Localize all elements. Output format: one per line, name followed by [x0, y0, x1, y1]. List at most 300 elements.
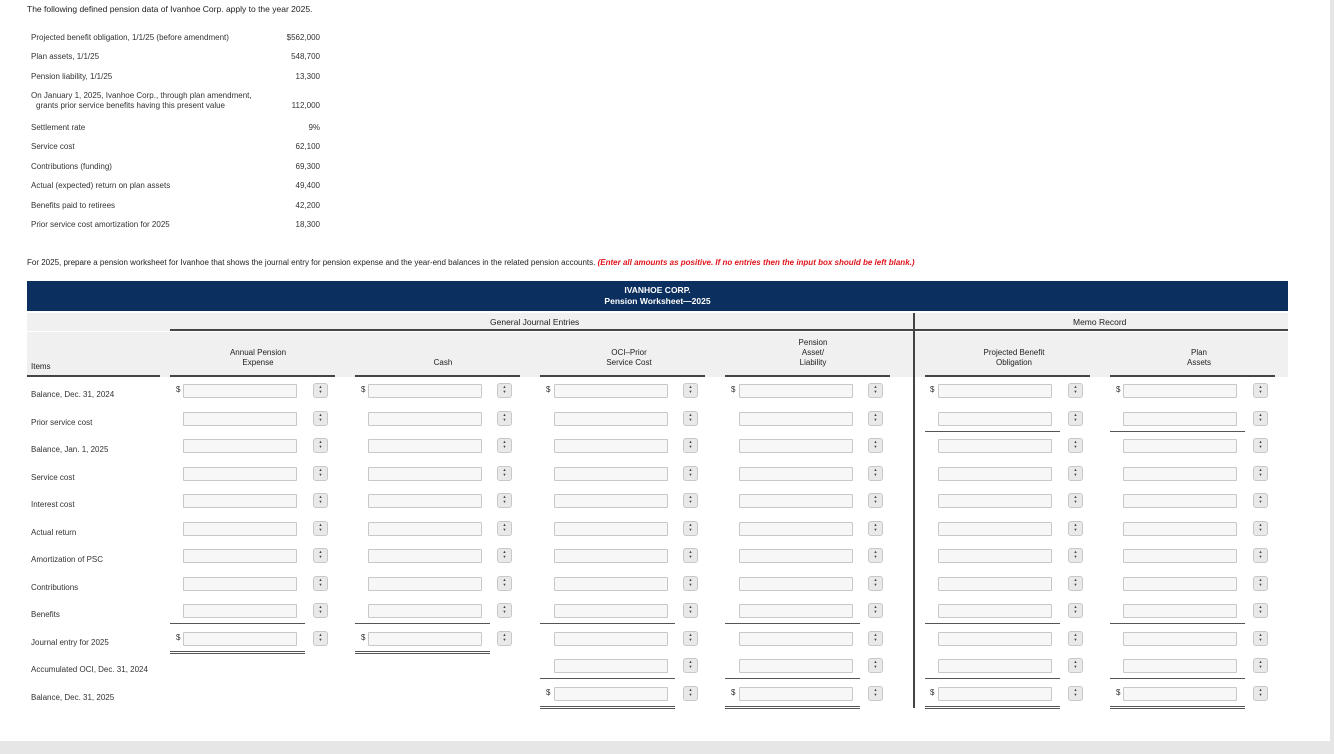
debit-credit-select[interactable]	[1253, 548, 1268, 563]
debit-credit-select[interactable]	[1253, 631, 1268, 646]
amount-input[interactable]	[938, 412, 1052, 426]
spinner-icon: ▲▼	[688, 631, 693, 642]
amount-input[interactable]	[1123, 439, 1237, 453]
amount-input[interactable]	[554, 384, 668, 398]
debit-credit-select[interactable]	[497, 383, 512, 398]
subtotal-underline	[1110, 431, 1245, 432]
spinner-icon: ▲▼	[688, 686, 693, 697]
column-header-line: OCI–Prior	[611, 348, 647, 357]
debit-credit-select[interactable]	[683, 493, 698, 508]
intro-text: The following defined pension data of Ivanhoe Corp. apply to the year 2025.	[27, 4, 313, 14]
amount-input[interactable]	[739, 467, 853, 481]
debit-credit-select[interactable]	[868, 383, 883, 398]
given-value: 62,100	[295, 142, 320, 151]
row-label: Contributions	[31, 582, 79, 592]
amount-input[interactable]	[739, 687, 853, 701]
amount-input[interactable]	[368, 494, 482, 508]
given-value: 42,200	[295, 201, 320, 210]
debit-credit-select[interactable]	[1253, 658, 1268, 673]
amount-input[interactable]	[554, 522, 668, 536]
amount-input[interactable]	[183, 439, 297, 453]
bottom-border	[0, 741, 1334, 754]
spinner-icon: ▲▼	[688, 494, 693, 504]
spinner-icon: ▲▼	[873, 494, 878, 504]
amount-input[interactable]	[554, 659, 668, 673]
debit-credit-select[interactable]	[497, 603, 512, 618]
currency-symbol: $	[731, 385, 736, 394]
debit-credit-select[interactable]	[683, 603, 698, 618]
given-label-text: Prior service cost amortization for 2025	[31, 220, 170, 229]
debit-credit-select[interactable]	[683, 466, 698, 481]
subtotal-underline	[925, 431, 1060, 432]
instructions-text: For 2025, prepare a pension worksheet for Ivanhoe that shows the journal entry for pension expense and the year-end balances in the related pension accounts.	[27, 258, 596, 267]
debit-credit-select[interactable]	[683, 658, 698, 673]
total-double-underline	[725, 706, 860, 709]
spinner-icon: ▲▼	[502, 494, 507, 504]
row-label: Amortization of PSC	[31, 555, 104, 564]
amount-input[interactable]	[183, 632, 297, 646]
subtotal-underline	[540, 623, 675, 624]
debit-credit-select[interactable]	[313, 521, 328, 536]
spinner-icon: ▲▼	[502, 631, 507, 642]
debit-credit-select[interactable]	[1068, 411, 1083, 426]
debit-credit-select[interactable]	[683, 686, 698, 701]
amount-input[interactable]	[739, 632, 853, 646]
amount-input[interactable]	[739, 439, 853, 453]
given-label-text: Contributions (funding)	[31, 162, 112, 171]
amount-input[interactable]	[739, 494, 853, 508]
debit-credit-select[interactable]	[1068, 493, 1083, 508]
spinner-icon: ▲▼	[1258, 466, 1263, 477]
debit-credit-select[interactable]	[1253, 411, 1268, 426]
row-label: Prior service cost	[31, 417, 93, 427]
amount-input[interactable]	[554, 549, 668, 563]
spinner-icon: ▲▼	[688, 604, 693, 614]
debit-credit-select[interactable]	[497, 521, 512, 536]
debit-credit-select[interactable]	[313, 548, 328, 563]
spinner-icon: ▲▼	[318, 521, 323, 532]
amount-input[interactable]	[183, 549, 297, 563]
row-label: Actual return	[31, 527, 77, 537]
spinner-icon: ▲▼	[318, 631, 323, 642]
spinner-icon: ▲▼	[688, 384, 693, 394]
amount-input[interactable]	[938, 577, 1052, 591]
debit-credit-select[interactable]	[313, 576, 328, 591]
given-label	[31, 72, 112, 82]
debit-credit-select[interactable]	[313, 466, 328, 481]
amount-input[interactable]	[938, 604, 1052, 618]
debit-credit-select[interactable]	[1068, 466, 1083, 481]
spinner-icon: ▲▼	[873, 439, 878, 449]
spinner-icon: ▲▼	[502, 576, 507, 587]
spinner-icon: ▲▼	[873, 604, 878, 614]
debit-credit-select[interactable]	[497, 411, 512, 426]
amount-input[interactable]	[368, 577, 482, 591]
amount-input[interactable]	[554, 577, 668, 591]
amount-input[interactable]	[739, 577, 853, 591]
spinner-icon: ▲▼	[688, 521, 693, 532]
column-header-line: Cash	[433, 358, 453, 367]
spinner-icon: ▲▼	[1258, 549, 1263, 559]
column-header-underline	[540, 375, 705, 377]
debit-credit-select[interactable]	[683, 383, 698, 398]
instructions-emphasis: (Enter all amounts as positive. If no entries then the input box should be left blank.)	[597, 258, 915, 267]
subtotal-underline	[1110, 623, 1245, 624]
debit-credit-select[interactable]	[313, 603, 328, 618]
debit-credit-select[interactable]	[868, 411, 883, 426]
given-label-text: Settlement rate	[31, 123, 86, 132]
spinner-icon: ▲▼	[688, 411, 693, 422]
column-header-line: Pension	[798, 338, 828, 347]
debit-credit-select[interactable]	[313, 411, 328, 426]
company-name: IVANHOE CORP.	[624, 285, 691, 295]
total-double-underline	[170, 651, 305, 654]
column-header-line: Asset/	[801, 348, 825, 357]
subtotal-underline	[925, 678, 1060, 679]
spinner-icon: ▲▼	[1258, 686, 1263, 697]
spinner-icon: ▲▼	[1073, 576, 1078, 587]
debit-credit-select[interactable]	[497, 576, 512, 591]
worksheet-title: Pension Worksheet—2025	[604, 296, 711, 306]
spinner-icon: ▲▼	[502, 411, 507, 422]
column-header-line: Service Cost	[606, 358, 652, 367]
row-label: Balance, Jan. 1, 2025	[31, 445, 109, 454]
debit-credit-select[interactable]	[868, 658, 883, 673]
column-header-line: Obligation	[995, 358, 1033, 367]
amount-input[interactable]	[183, 494, 297, 508]
column-header-underline	[925, 375, 1090, 377]
total-double-underline	[355, 651, 490, 654]
row-label: Service cost	[31, 472, 75, 482]
spinner-icon: ▲▼	[1258, 384, 1263, 394]
amount-input[interactable]	[1123, 467, 1237, 481]
debit-credit-select[interactable]	[1068, 521, 1083, 536]
column-header-underline	[170, 375, 335, 377]
currency-symbol: $	[176, 385, 181, 394]
debit-credit-select[interactable]	[1253, 466, 1268, 481]
spinner-icon: ▲▼	[1258, 494, 1263, 504]
amount-input[interactable]	[368, 467, 482, 481]
debit-credit-select[interactable]	[868, 493, 883, 508]
amount-input[interactable]	[1123, 384, 1237, 398]
amount-input[interactable]	[1123, 577, 1237, 591]
given-label-text: On January 1, 2025, Ivanhoe Corp., through plan amendment,	[31, 91, 252, 100]
spinner-icon: ▲▼	[502, 549, 507, 559]
subtotal-underline	[725, 623, 860, 624]
given-label	[31, 162, 112, 172]
currency-symbol: $	[361, 632, 366, 642]
amount-input[interactable]	[368, 604, 482, 618]
debit-credit-select[interactable]	[1068, 603, 1083, 618]
debit-credit-select[interactable]	[868, 576, 883, 591]
spinner-icon: ▲▼	[1073, 411, 1078, 422]
given-label-text-line2: grants prior service benefits having this present value	[36, 101, 225, 110]
instructions	[27, 258, 915, 267]
spinner-icon: ▲▼	[1258, 521, 1263, 532]
debit-credit-select[interactable]	[497, 548, 512, 563]
given-label-text: Projected benefit obligation, 1/1/25 (before amendment)	[31, 33, 229, 42]
amount-input[interactable]	[368, 412, 482, 426]
debit-credit-select[interactable]	[868, 438, 883, 453]
debit-credit-select[interactable]	[1253, 686, 1268, 701]
given-value: 18,300	[295, 220, 320, 229]
amount-input[interactable]	[183, 522, 297, 536]
amount-input[interactable]	[183, 604, 297, 618]
spinner-icon: ▲▼	[873, 521, 878, 532]
given-label-text: Pension liability, 1/1/25	[31, 72, 113, 81]
spinner-icon: ▲▼	[1073, 494, 1078, 504]
debit-credit-select[interactable]	[683, 438, 698, 453]
given-label	[31, 91, 252, 111]
worksheet-header	[27, 281, 1288, 311]
amount-input[interactable]	[938, 632, 1052, 646]
amount-input[interactable]	[938, 687, 1052, 701]
given-value: 69,300	[295, 162, 320, 171]
spinner-icon: ▲▼	[502, 521, 507, 532]
debit-credit-select[interactable]	[1253, 383, 1268, 398]
currency-symbol: $	[930, 385, 935, 394]
spinner-icon: ▲▼	[873, 631, 878, 642]
amount-input[interactable]	[183, 384, 297, 398]
spinner-icon: ▲▼	[1258, 411, 1263, 422]
debit-credit-select[interactable]	[1253, 576, 1268, 591]
amount-input[interactable]	[1123, 604, 1237, 618]
debit-credit-select[interactable]	[868, 521, 883, 536]
subtotal-underline	[170, 623, 305, 624]
amount-input[interactable]	[183, 577, 297, 591]
debit-credit-select[interactable]	[868, 686, 883, 701]
amount-input[interactable]	[1123, 522, 1237, 536]
spinner-icon: ▲▼	[318, 466, 323, 477]
column-header-underline	[725, 375, 890, 377]
column-header-line: Annual Pension	[229, 348, 287, 357]
amount-input[interactable]	[1123, 412, 1237, 426]
given-label	[31, 33, 229, 43]
given-label	[31, 201, 115, 211]
spinner-icon: ▲▼	[1073, 439, 1078, 449]
given-label-text: Service cost	[31, 142, 75, 151]
currency-symbol: $	[546, 687, 551, 697]
amount-input[interactable]	[739, 412, 853, 426]
total-double-underline	[1110, 706, 1245, 709]
given-label-text: Benefits paid to retirees	[31, 201, 116, 210]
amount-input[interactable]	[938, 384, 1052, 398]
given-value: 49,400	[295, 181, 320, 190]
given-value: 9%	[308, 123, 320, 132]
spinner-icon: ▲▼	[1073, 549, 1078, 559]
amount-input[interactable]	[368, 439, 482, 453]
spinner-icon: ▲▼	[1073, 631, 1078, 642]
given-label	[31, 52, 99, 62]
debit-credit-select[interactable]	[1253, 438, 1268, 453]
amount-input[interactable]	[1123, 549, 1237, 563]
spinner-icon: ▲▼	[318, 439, 323, 449]
memo-underline	[915, 329, 1288, 331]
amount-input[interactable]	[554, 439, 668, 453]
currency-symbol: $	[731, 687, 736, 697]
currency-symbol: $	[176, 632, 181, 642]
amount-input[interactable]	[938, 522, 1052, 536]
debit-credit-select[interactable]	[1253, 521, 1268, 536]
spinner-icon: ▲▼	[873, 686, 878, 697]
currency-symbol: $	[546, 385, 551, 394]
debit-credit-select[interactable]	[313, 383, 328, 398]
spinner-icon: ▲▼	[318, 549, 323, 559]
amount-input[interactable]	[739, 549, 853, 563]
given-value: 13,300	[295, 72, 320, 81]
debit-credit-select[interactable]	[868, 548, 883, 563]
column-header-line: Plan	[1190, 348, 1207, 357]
currency-symbol: $	[1116, 385, 1121, 394]
given-value: 548,700	[291, 52, 320, 61]
amount-input[interactable]	[554, 604, 668, 618]
spinner-icon: ▲▼	[318, 411, 323, 422]
amount-input[interactable]	[739, 659, 853, 673]
spinner-icon: ▲▼	[318, 384, 323, 394]
group-memo-record: Memo Record	[1073, 317, 1127, 327]
row-label: Balance, Dec. 31, 2025	[31, 692, 115, 702]
amount-input[interactable]	[739, 522, 853, 536]
subtotal-underline	[1110, 678, 1245, 679]
subtotal-underline	[355, 623, 490, 624]
amount-input[interactable]	[739, 604, 853, 618]
spinner-icon: ▲▼	[688, 466, 693, 477]
given-label	[31, 181, 170, 191]
spinner-icon: ▲▼	[1073, 659, 1078, 669]
debit-credit-select[interactable]	[868, 631, 883, 646]
spinner-icon: ▲▼	[1258, 604, 1263, 614]
currency-symbol: $	[361, 385, 366, 394]
given-value: $562,000	[286, 33, 320, 42]
items-underline	[27, 375, 160, 377]
memo-divider	[913, 313, 915, 708]
amount-input[interactable]	[554, 412, 668, 426]
debit-credit-select[interactable]	[683, 521, 698, 536]
spinner-icon: ▲▼	[873, 411, 878, 422]
spinner-icon: ▲▼	[688, 549, 693, 559]
total-double-underline	[925, 706, 1060, 709]
subtotal-underline	[925, 623, 1060, 624]
given-label	[31, 220, 170, 230]
spinner-icon: ▲▼	[318, 604, 323, 614]
debit-credit-select[interactable]	[1068, 383, 1083, 398]
spinner-icon: ▲▼	[502, 384, 507, 394]
debit-credit-select[interactable]	[1068, 438, 1083, 453]
spinner-icon: ▲▼	[1073, 604, 1078, 614]
spinner-icon: ▲▼	[318, 576, 323, 587]
right-border	[1330, 0, 1334, 754]
debit-credit-select[interactable]	[497, 631, 512, 646]
spinner-icon: ▲▼	[873, 466, 878, 477]
spinner-icon: ▲▼	[502, 466, 507, 477]
given-label	[31, 142, 75, 152]
amount-input[interactable]	[183, 412, 297, 426]
debit-credit-select[interactable]	[1068, 686, 1083, 701]
amount-input[interactable]	[938, 467, 1052, 481]
spinner-icon: ▲▼	[688, 439, 693, 449]
column-header-line: Projected Benefit	[983, 348, 1045, 357]
amount-input[interactable]	[938, 494, 1052, 508]
debit-credit-select[interactable]	[683, 631, 698, 646]
amount-input[interactable]	[368, 384, 482, 398]
debit-credit-select[interactable]	[683, 411, 698, 426]
column-header-underline	[355, 375, 520, 377]
row-label: Balance, Dec. 31, 2024	[31, 390, 115, 399]
amount-input[interactable]	[368, 549, 482, 563]
amount-input[interactable]	[1123, 494, 1237, 508]
amount-input[interactable]	[368, 522, 482, 536]
debit-credit-select[interactable]	[1068, 576, 1083, 591]
amount-input[interactable]	[1123, 659, 1237, 673]
amount-input[interactable]	[554, 494, 668, 508]
amount-input[interactable]	[938, 549, 1052, 563]
debit-credit-select[interactable]	[497, 493, 512, 508]
debit-credit-select[interactable]	[868, 466, 883, 481]
debit-credit-select[interactable]	[683, 548, 698, 563]
items-header: Items	[31, 362, 51, 371]
spinner-icon: ▲▼	[1258, 659, 1263, 669]
spinner-icon: ▲▼	[502, 439, 507, 449]
amount-input[interactable]	[183, 467, 297, 481]
spinner-icon: ▲▼	[1073, 384, 1078, 394]
debit-credit-select[interactable]	[1068, 658, 1083, 673]
spinner-icon: ▲▼	[1073, 686, 1078, 697]
debit-credit-select[interactable]	[683, 576, 698, 591]
spinner-icon: ▲▼	[318, 494, 323, 504]
amount-input[interactable]	[554, 687, 668, 701]
amount-input[interactable]	[739, 384, 853, 398]
spinner-icon: ▲▼	[1258, 576, 1263, 587]
debit-credit-select[interactable]	[313, 493, 328, 508]
given-label-text: Actual (expected) return on plan assets	[31, 181, 171, 190]
group-general-journal-entries: General Journal Entries	[490, 317, 580, 327]
spinner-icon: ▲▼	[873, 549, 878, 559]
spinner-icon: ▲▼	[1258, 439, 1263, 449]
gje-underline	[170, 329, 913, 331]
debit-credit-select[interactable]	[868, 603, 883, 618]
amount-input[interactable]	[1123, 632, 1237, 646]
debit-credit-select[interactable]	[313, 438, 328, 453]
column-header-line: Assets	[1186, 358, 1211, 367]
column-header-line: Liability	[799, 358, 827, 367]
row-label: Benefits	[31, 610, 60, 619]
amount-input[interactable]	[554, 467, 668, 481]
amount-input[interactable]	[368, 632, 482, 646]
debit-credit-select[interactable]	[1068, 631, 1083, 646]
currency-symbol: $	[1116, 687, 1121, 697]
given-value: 112,000	[291, 101, 320, 110]
debit-credit-select[interactable]	[1253, 493, 1268, 508]
amount-input[interactable]	[554, 632, 668, 646]
spinner-icon: ▲▼	[688, 659, 693, 669]
debit-credit-select[interactable]	[313, 631, 328, 646]
spinner-icon: ▲▼	[1073, 466, 1078, 477]
row-label: Accumulated OCI, Dec. 31, 2024	[31, 665, 148, 674]
debit-credit-select[interactable]	[497, 466, 512, 481]
amount-input[interactable]	[1123, 687, 1237, 701]
column-header-line: Expense	[242, 358, 274, 367]
given-label	[31, 123, 85, 133]
debit-credit-select[interactable]	[1068, 548, 1083, 563]
row-label: Interest cost	[31, 500, 75, 509]
row-label: Journal entry for 2025	[31, 637, 109, 647]
subtotal-underline	[540, 678, 675, 679]
spinner-icon: ▲▼	[1073, 521, 1078, 532]
amount-input[interactable]	[938, 659, 1052, 673]
debit-credit-select[interactable]	[497, 438, 512, 453]
debit-credit-select[interactable]	[1253, 603, 1268, 618]
amount-input[interactable]	[938, 439, 1052, 453]
